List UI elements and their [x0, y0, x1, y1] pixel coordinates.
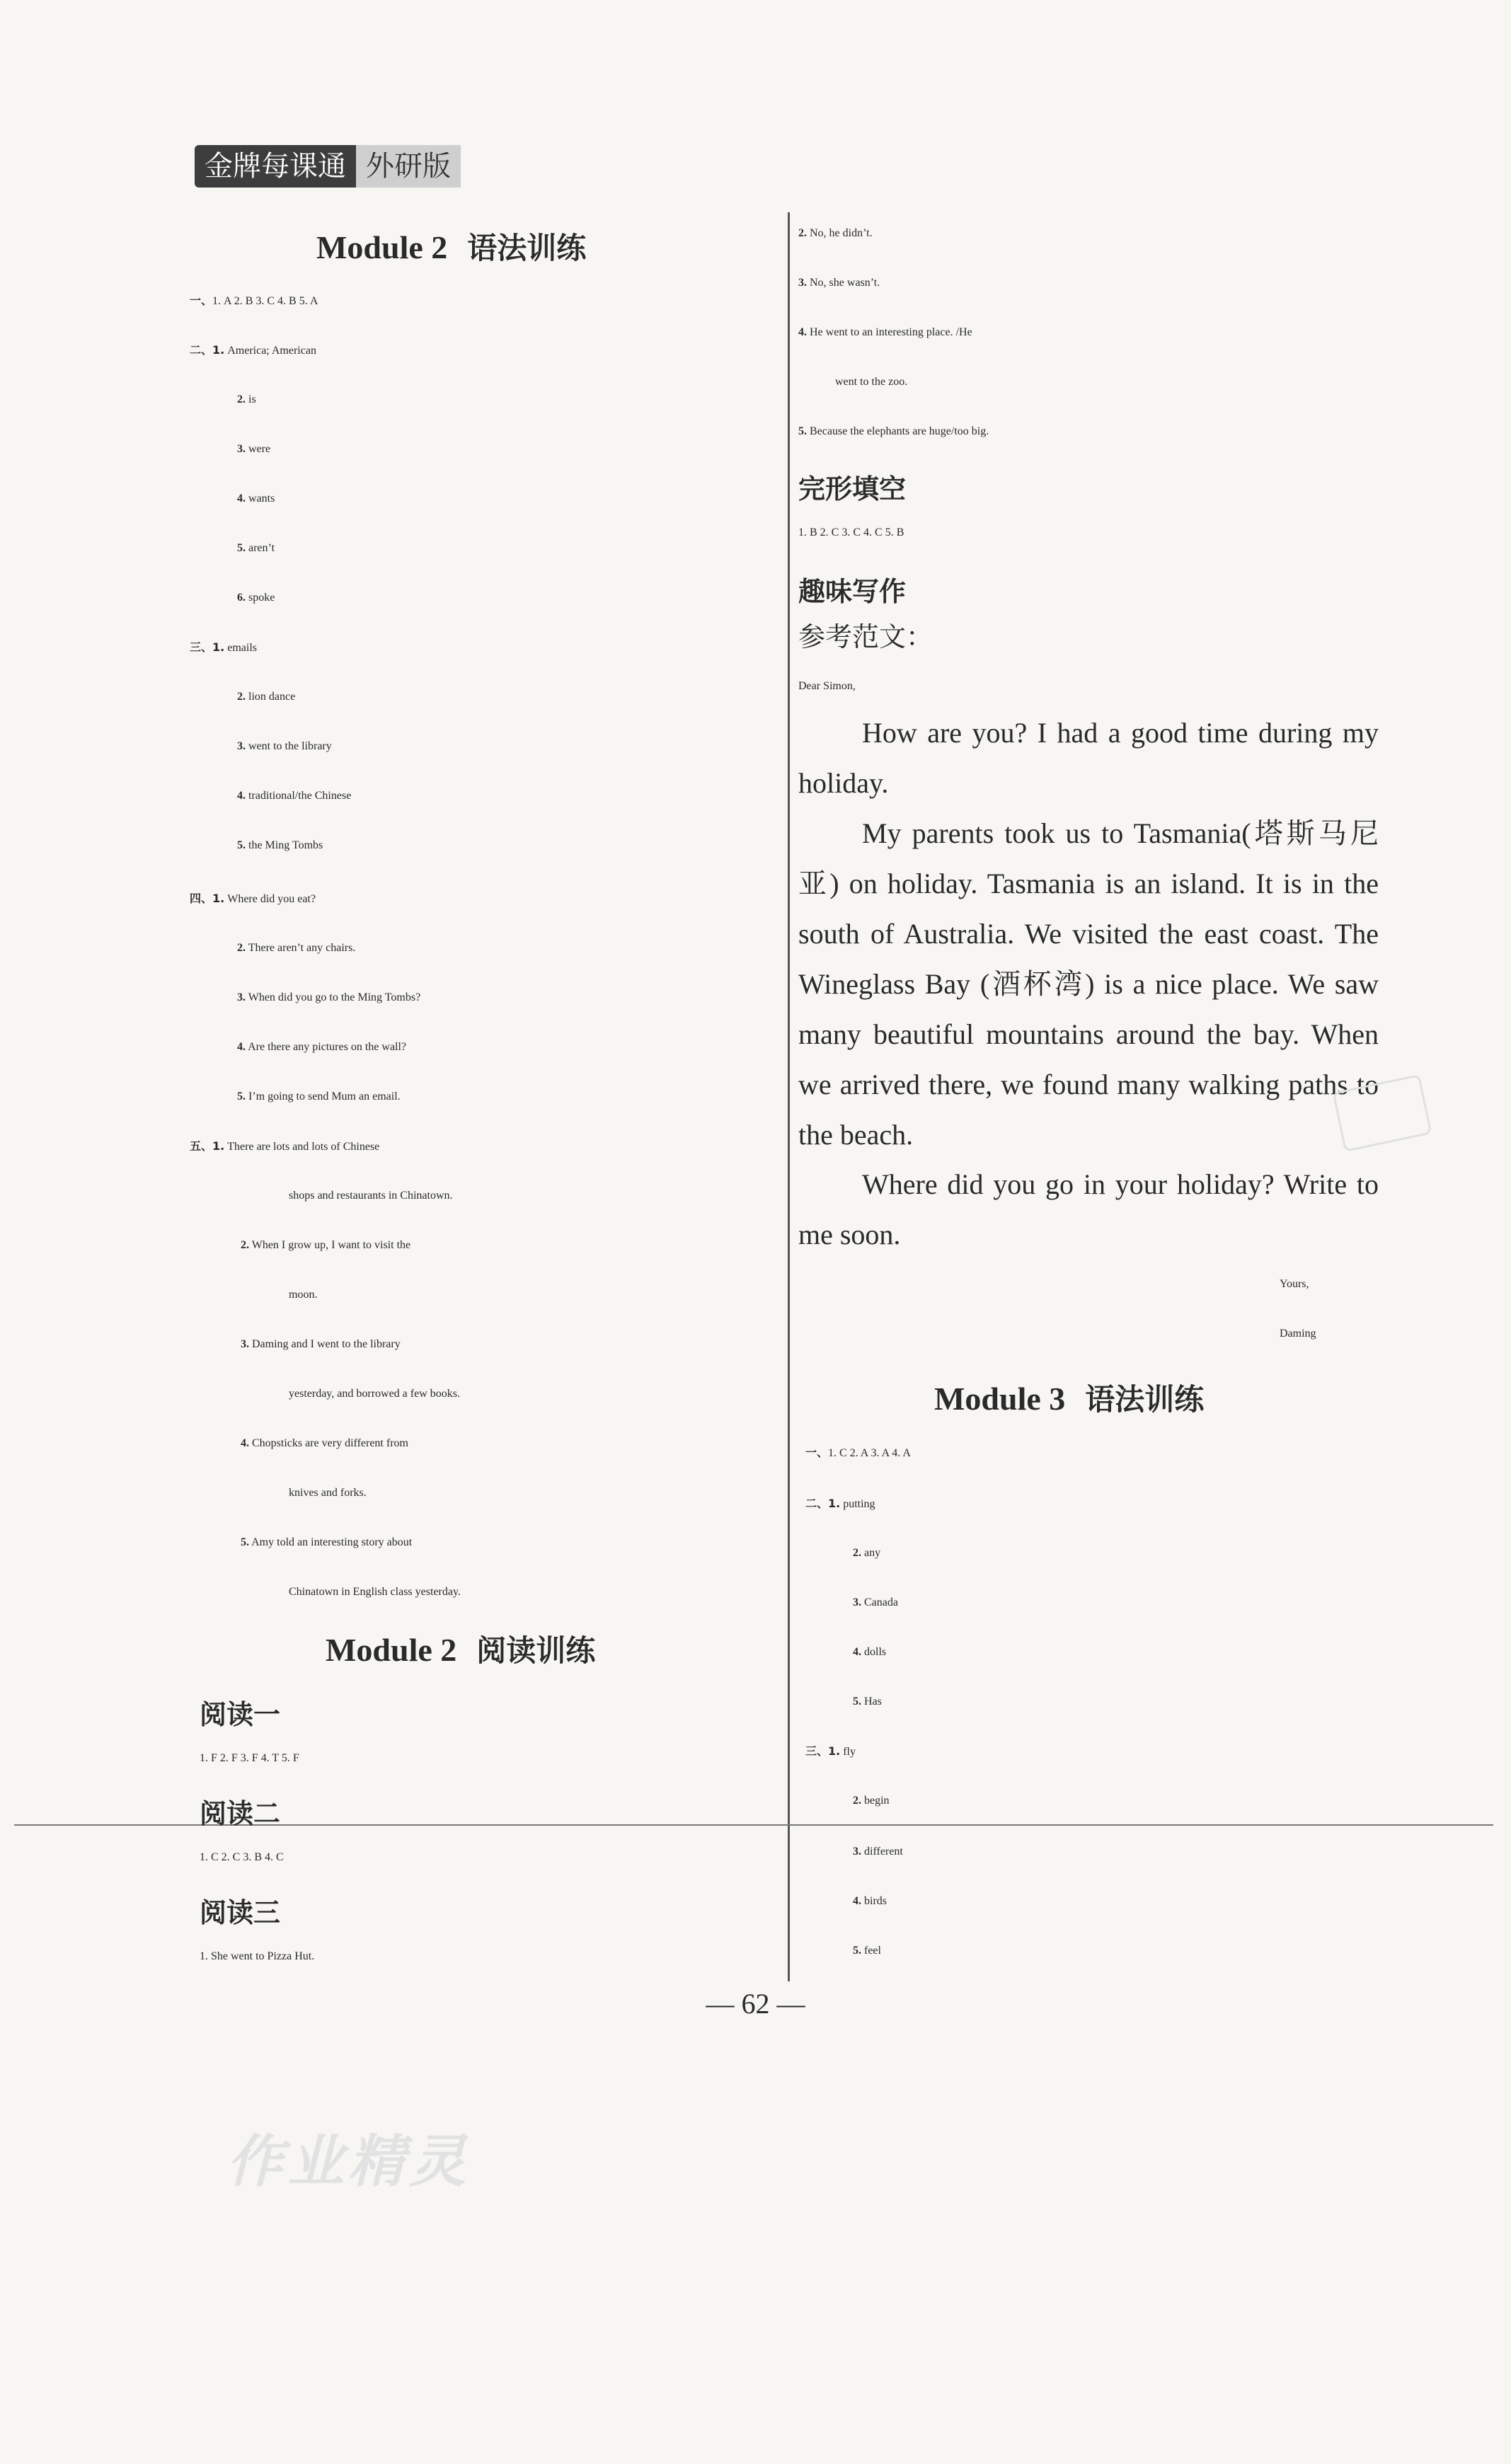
answer-line: 五、1. There are lots and lots of Chinese [190, 1139, 380, 1153]
answer-line: 3. When did you go to the Ming Tombs? [237, 991, 421, 1003]
answer-line: 二、1. America; American [190, 343, 316, 357]
letter-greeting: Dear Simon, [798, 680, 856, 692]
cloze-answers: 1. B 2. C 3. C 4. C 5. B [798, 526, 904, 539]
edition-label: 外研版 [356, 145, 461, 188]
answer-line: 4. traditional/the Chinese [237, 790, 352, 802]
answer-line: 4. birds [853, 1895, 887, 1907]
answer-line: 4. wants [237, 493, 275, 505]
answer-line: 3. No, she wasn’t. [798, 277, 880, 289]
answer-line-cont: knives and forks. [289, 1487, 367, 1499]
answer-line: 一、1. A 2. B 3. C 4. B 5. A [190, 294, 318, 307]
answer-line: 2. When I grow up, I want to visit the [241, 1239, 411, 1251]
answer-line: 5. I’m going to send Mum an email. [237, 1090, 401, 1103]
answer-line: 2. No, he didn’t. [798, 227, 873, 239]
answer-line-cont: shops and restaurants in Chinatown. [289, 1190, 453, 1202]
answer-line: 4. Are there any pictures on the wall? [237, 1041, 407, 1053]
letter-paragraph-3: Where did you go in your holiday? Write to me soon. [798, 1168, 1379, 1250]
column-divider [788, 212, 790, 1981]
watermark-text: 作业精灵 [226, 2129, 470, 2194]
module3-grammar-title: Module 3 语法训练 [934, 1381, 1205, 1417]
answer-line: 3. different [853, 1846, 903, 1858]
page-number: — 62 — [706, 1988, 805, 2020]
answer-line: 5. the Ming Tombs [237, 839, 323, 851]
letter-signature: Daming [1280, 1328, 1316, 1340]
answer-line: 2. begin [853, 1795, 890, 1807]
answer-line: 三、1. fly [805, 1744, 856, 1758]
answer-line: 3. Canada [853, 1596, 898, 1608]
reading3-answers: 1. She went to Pizza Hut. [200, 1950, 315, 1962]
answer-line: 3. went to the library [237, 740, 332, 752]
reading2-answers: 1. C 2. C 3. B 4. C [200, 1851, 284, 1863]
answer-line: 3. were [237, 443, 271, 455]
reading1-answers: 1. F 2. F 3. F 4. T 5. F [200, 1752, 299, 1764]
letter-paragraph-2: My parents took us to Tasmania(塔斯马尼亚) on holiday. Tasmania is an island. It is in the south of Australia. We visited the east coast. The Wineglass Bay (酒杯湾) is a nice place. We saw many beautiful mountains around the bay. When we arrived there, we found many walking paths to the beach. [798, 817, 1379, 1151]
answer-line: 6. spoke [237, 592, 275, 604]
answer-line: 3. Daming and I went to the library [241, 1338, 401, 1350]
answer-line-cont: Chinatown in English class yesterday. [289, 1586, 461, 1598]
brand-label: 金牌每课通 [195, 145, 356, 188]
reading2-heading: 阅读二 [200, 1798, 281, 1829]
header [195, 145, 461, 188]
answer-line: 三、1. emails [190, 640, 257, 654]
module2-reading-title: Module 2 阅读训练 [326, 1632, 596, 1668]
answer-line: 2. any [853, 1547, 881, 1559]
answer-line: 5. feel [853, 1945, 881, 1957]
sample-essay-label: 参考范文： [798, 621, 933, 652]
answer-line: 4. He went to an interesting place. /He [798, 326, 972, 338]
letter-closing: Yours, [1280, 1278, 1309, 1290]
answer-line: 5. Amy told an interesting story about [241, 1536, 413, 1548]
answer-line: 一、1. C 2. A 3. A 4. A [805, 1446, 911, 1459]
answer-line: 四、1. Where did you eat? [190, 892, 316, 905]
reading1-heading: 阅读一 [200, 1699, 281, 1730]
answer-line: 2. is [237, 393, 256, 405]
answer-line: 4. Chopsticks are very different from [241, 1437, 408, 1449]
answer-line-cont: went to the zoo. [835, 376, 908, 388]
letter-paragraph-1: How are you? I had a good time during my holiday. [798, 717, 1379, 799]
reading3-heading: 阅读三 [200, 1897, 281, 1928]
answer-line: 2. lion dance [237, 691, 296, 703]
writing-heading: 趣味写作 [798, 576, 907, 607]
module2-grammar-title: Module 2 语法训练 [316, 229, 587, 265]
answer-line-cont: yesterday, and borrowed a few books. [289, 1388, 460, 1400]
answer-line: 2. There aren’t any chairs. [237, 942, 356, 954]
answer-line-cont: moon. [289, 1289, 318, 1301]
cloze-heading: 完形填空 [798, 473, 907, 505]
answer-line: 4. dolls [853, 1646, 887, 1658]
answer-line: 5. Has [853, 1696, 882, 1708]
answer-line: 二、1. putting [805, 1497, 875, 1510]
answer-line: 5. Because the elephants are huge/too big. [798, 425, 989, 437]
answer-line: 5. aren’t [237, 542, 275, 554]
